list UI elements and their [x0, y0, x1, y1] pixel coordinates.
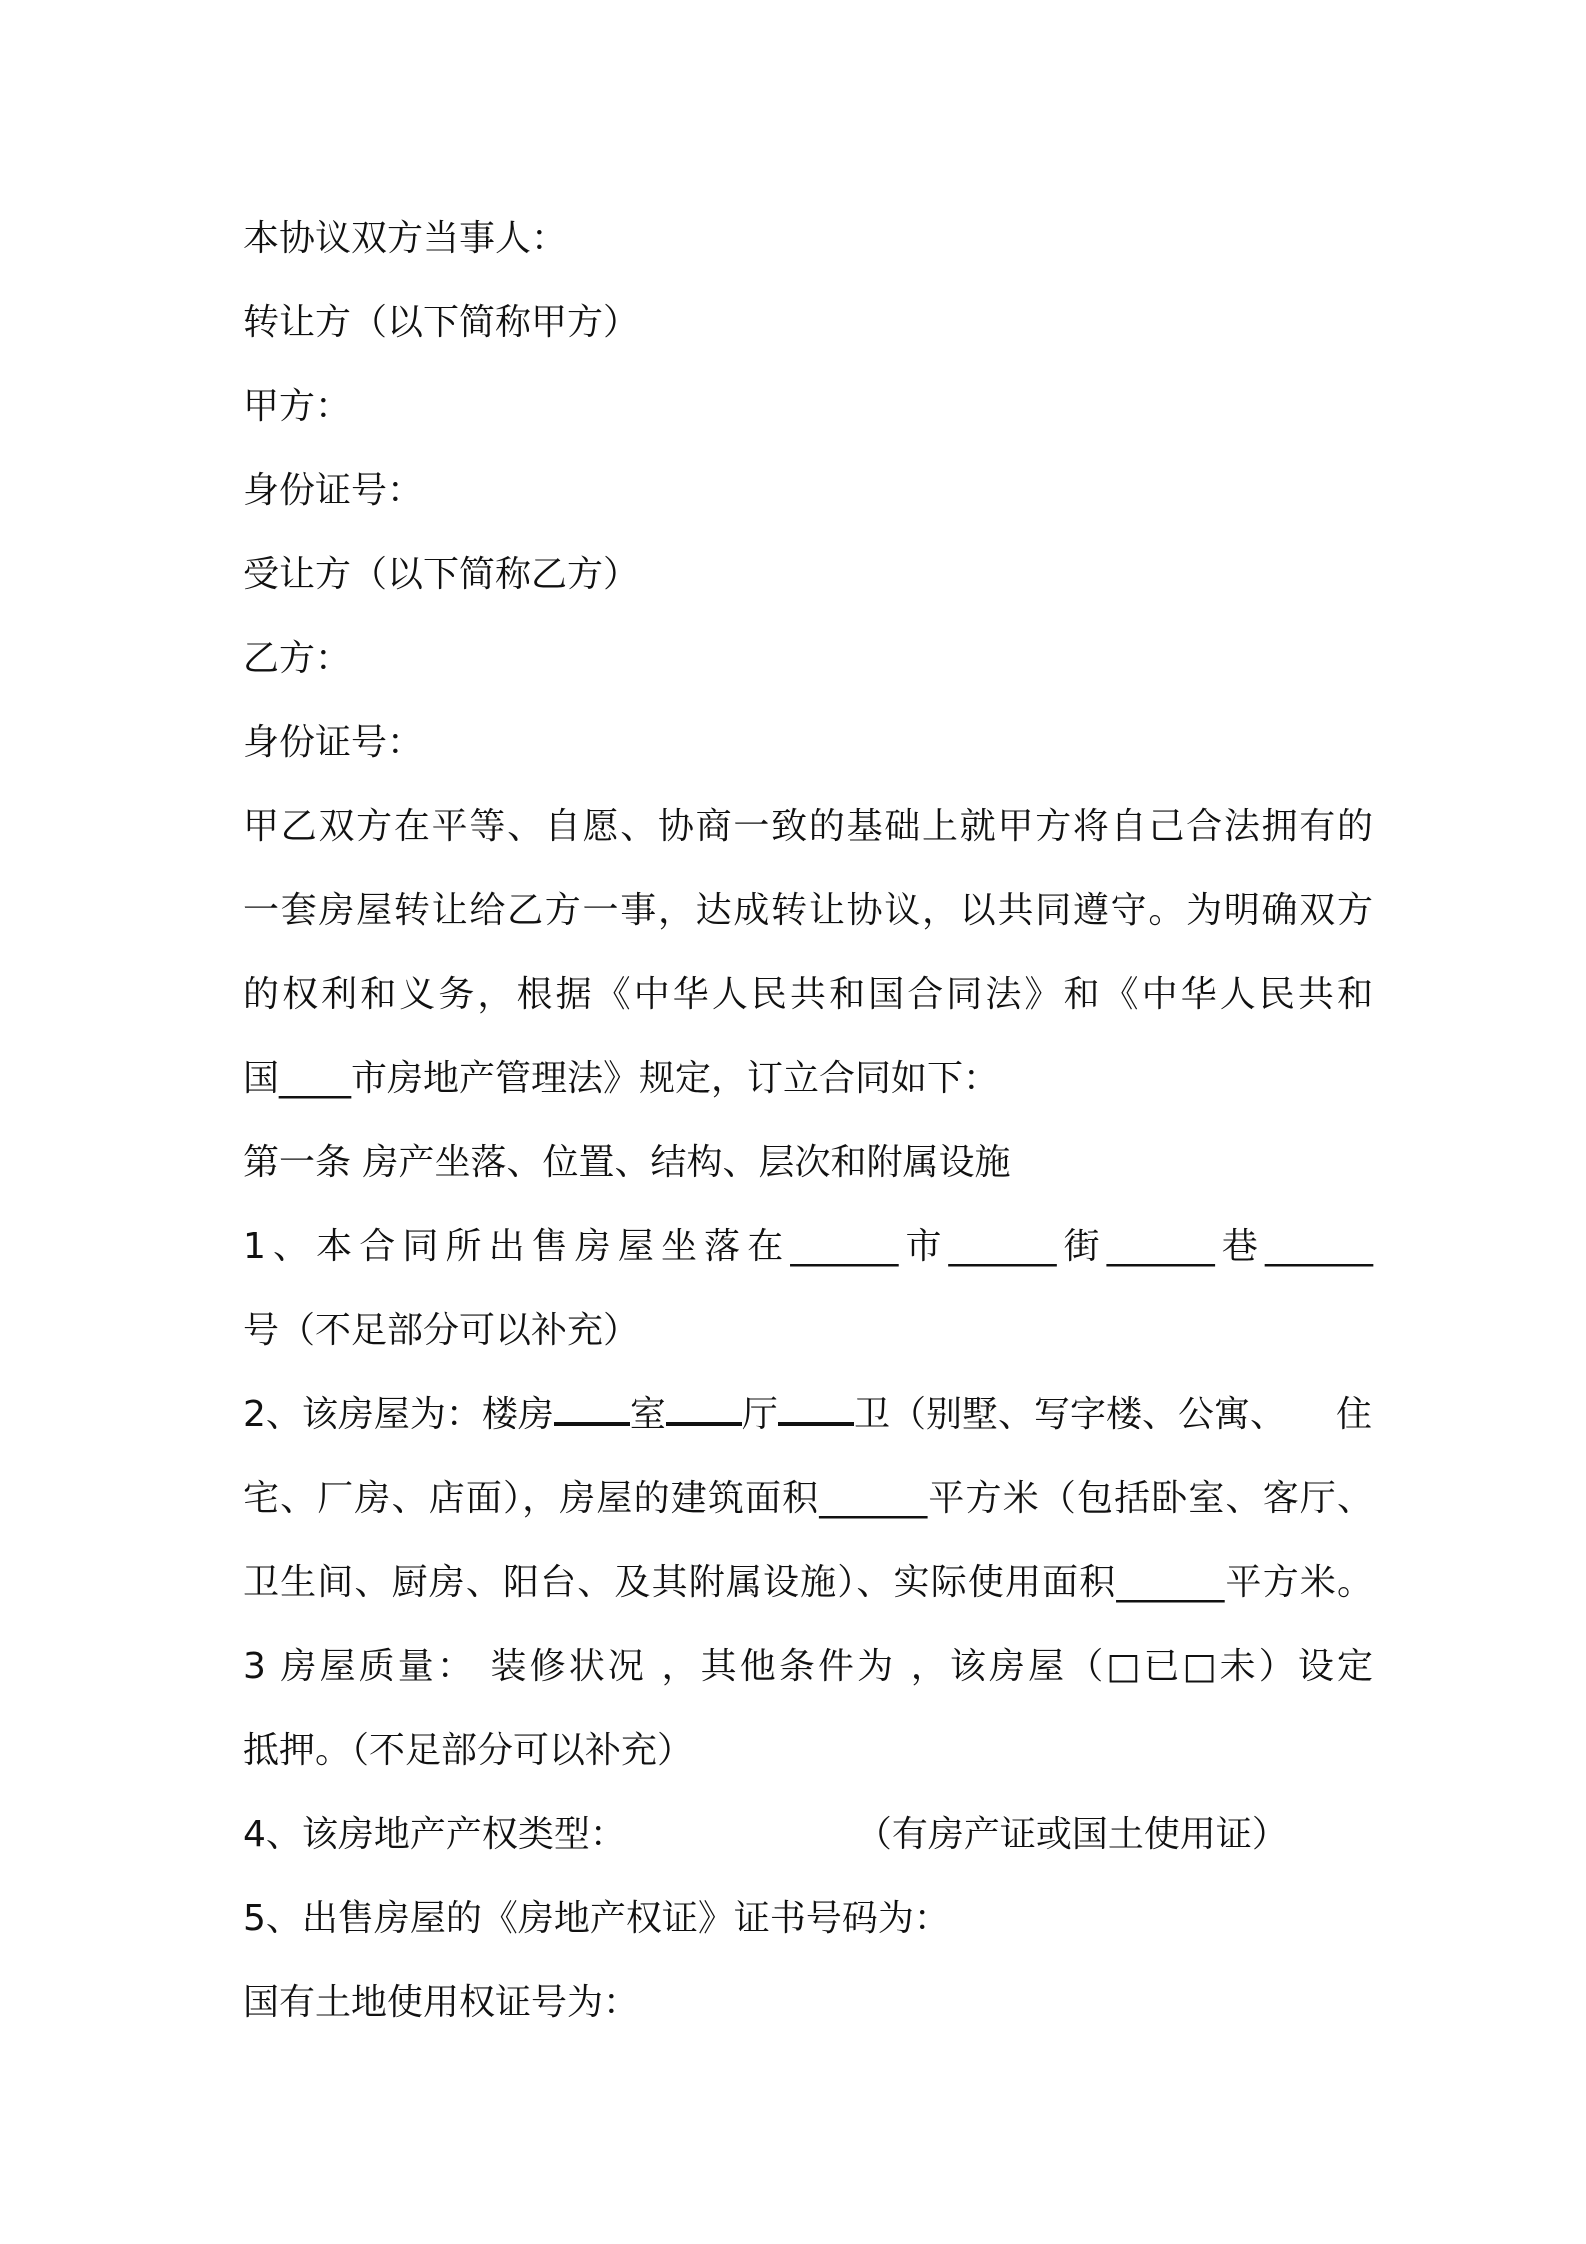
- preamble-line-4: 国____市房地产管理法》规定，订立合同如下：: [243, 1058, 1000, 1099]
- party-b-field: 乙方：: [243, 638, 352, 679]
- clause-2-text-c: 厅: [741, 1394, 778, 1435]
- clause-5-line: 5、出售房屋的《房地产权证》证书号码为：: [243, 1898, 950, 1939]
- preamble-line-1: 甲乙双方在平等、自愿、协商一致的基础上就甲方将自己合法拥有的: [243, 806, 1373, 847]
- clause-2-text-b: 室: [629, 1394, 666, 1435]
- preamble-line-3: 的权利和义务，根据《中华人民共和国合同法》和《中华人民共和: [243, 974, 1373, 1015]
- contract-document: [243, 197, 1373, 2045]
- clause-4-text-a: 4、该房地产产权类型：: [243, 1814, 626, 1855]
- party-a-id-field: 身份证号：: [243, 470, 424, 511]
- clause-2-text-a: 2、该房屋为：楼房: [243, 1394, 554, 1435]
- clause-2-line-2: 宅、厂房、店面），房屋的建筑面积______平方米（包括卧室、客厅、: [243, 1478, 1373, 1519]
- article-1-heading: 第一条 房产坐落、位置、结构、层次和附属设施: [243, 1142, 1011, 1183]
- clause-1-line-1: 1、本合同所出售房屋坐落在______市______街______巷______: [243, 1226, 1373, 1267]
- preamble-line-2: 一套房屋转让给乙方一事，达成转让协议，以共同遵守。为明确双方: [243, 890, 1373, 931]
- clause-1-line-2: 号（不足部分可以补充）: [243, 1310, 640, 1351]
- transferor-label: 转让方（以下简称甲方）: [243, 302, 640, 343]
- clause-3-line-2: 抵押。（不足部分可以补充）: [243, 1730, 694, 1771]
- parties-heading: 本协议双方当事人：: [243, 218, 568, 259]
- party-a-field: 甲方：: [243, 386, 352, 427]
- land-cert-line: 国有土地使用权证号为：: [243, 1982, 640, 2023]
- clause-2-line-1: [243, 1373, 1373, 1457]
- clause-2-text-d: 卫（别墅、写字楼、公寓、: [853, 1394, 1286, 1435]
- party-b-id-field: 身份证号：: [243, 722, 424, 763]
- clause-2-text-e: 住: [1335, 1394, 1372, 1435]
- transferee-label: 受让方（以下简称乙方）: [243, 554, 640, 595]
- halls-blank: [666, 1394, 742, 1426]
- baths-blank: [778, 1394, 854, 1426]
- rooms-blank: [554, 1394, 630, 1426]
- clause-3-line-1: 3 房屋质量： 装修状况 ，其他条件为 ，该房屋（□已□未）设定: [243, 1646, 1373, 1687]
- clause-2-line-3: 卫生间、厨房、阳台、及其附属设施）、实际使用面积______平方米。: [243, 1562, 1373, 1603]
- clause-4-text-b: （有房产证或国土使用证）: [855, 1814, 1288, 1855]
- clause-4-line: [243, 1793, 1373, 1877]
